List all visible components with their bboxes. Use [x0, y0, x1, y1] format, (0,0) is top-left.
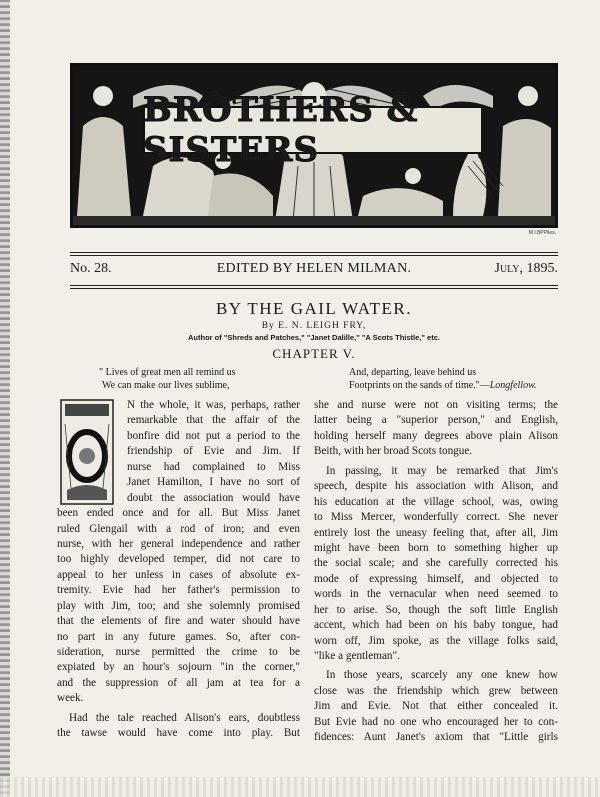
header-rule-top	[70, 252, 558, 253]
text-line: holding herself many degrees above plain Alison	[314, 429, 558, 442]
text-line: close was the friendship which grew between	[314, 684, 558, 697]
text-line: been ended once and for all. But Miss Janet	[57, 507, 300, 520]
right-column	[314, 398, 558, 746]
text-line: bonfire did not put a period to the	[127, 429, 300, 442]
text-line: latter being a "superior person," and English,	[314, 414, 558, 427]
text-line: But Evie had no one who encouraged her to con-	[314, 715, 558, 728]
text-line: appeal to her unless in cases of absolute ex-	[57, 568, 300, 581]
epigraph-line: And, departing, leave behind us	[349, 367, 477, 378]
text-line: ruled Glengail with a rod of iron; and even	[57, 522, 300, 535]
scan-edge	[0, 0, 10, 797]
header-rule-bottom	[70, 285, 558, 286]
author-credits: Author of "Shreds and Patches," "Janet Dalille," "A Scots Thistle," etc.	[188, 333, 440, 342]
header-rule-bottom-2	[70, 288, 558, 289]
left-column	[57, 398, 300, 742]
story-title: BY THE GAIL WATER.	[215, 299, 413, 318]
text-line: Had the tale reached Alison's ears, doubtless	[69, 711, 300, 724]
masthead-engraving	[70, 63, 558, 228]
text-line: play with Jim, too; and she solemnly promised	[57, 599, 300, 612]
issue-bar	[70, 261, 558, 281]
text-line: N the whole, it was, perhaps, rather	[127, 399, 300, 411]
epigraph-attribution: Longfellow.	[489, 380, 537, 391]
text-line: Jim and Evie. Not that either concealed it.	[314, 700, 558, 713]
text-line: Beith, with her broad Scots tongue.	[314, 445, 473, 458]
editor-line: EDITED BY HELEN MILMAN.	[216, 261, 412, 276]
engraver-mark: M.I.BPPiles.	[528, 230, 556, 236]
text-line: tremity. Evie had her father's permission to	[57, 584, 300, 597]
scan-noise	[0, 777, 600, 797]
text-line: sideration, nurse permitted the crime to be	[57, 646, 300, 658]
text-line: accent, which had been on his baby tongue, had	[314, 619, 558, 632]
text-line: doubt the association would have	[127, 491, 300, 504]
text-line: and the suppression of all jam at tea for a	[57, 676, 300, 689]
text-line: that the elements of fire and water should have	[57, 615, 300, 628]
epigraph-right	[349, 366, 559, 392]
text-line: entirely lost the uneasy feeling that, after all, Jim	[314, 526, 558, 539]
header-rule-top-2	[70, 255, 558, 256]
issue-date: July, 1895.	[494, 261, 558, 276]
text-line: her to arise. So, though the soft little English	[314, 603, 558, 616]
epigraph-line: Footprints on the sands of time."—	[349, 380, 490, 391]
text-line: might have been born to something higher up	[314, 541, 558, 554]
masthead-title-banner	[143, 90, 483, 170]
text-line: Janet Hamilton, I have no sort of	[127, 476, 300, 489]
text-line: the social scale; and she carefully corrected his	[314, 557, 558, 570]
epigraph-line: " Lives of great men all remind us	[99, 367, 236, 378]
issue-number: No. 28.	[70, 261, 112, 276]
text-line: the tawse would have come into play. But	[57, 727, 300, 740]
text-line: his education at the village school, was, owing	[314, 495, 558, 508]
text-line: too highly developed temper, did not care to	[57, 553, 300, 566]
text-line: mode of expressing himself, and objected to	[314, 572, 558, 585]
text-line: speech, despite his association with Alison, and	[314, 480, 558, 493]
text-line: words in the vernacular when need seemed to	[314, 588, 558, 601]
text-line: fidences: Aunt Janet's axiom that "Little girls	[314, 731, 558, 744]
text-line: In those years, scarcely any one knew how	[326, 669, 558, 682]
text-line: nurse had complained to Miss	[127, 460, 300, 473]
epigraph-left	[99, 366, 329, 392]
epigraph-line: We can make our lives sublime,	[102, 380, 230, 391]
text-line: friendship of Evie and Jim. If	[127, 445, 300, 458]
text-line: she and nurse were not on visiting terms; the	[314, 399, 558, 411]
text-line: no part in any future games. So, after con-	[57, 630, 300, 643]
text-line: expiated by an hour's sojourn "in the corner,"	[57, 661, 300, 674]
chapter-heading: CHAPTER V.	[272, 346, 356, 361]
text-line: In passing, it may be remarked that Jim's	[326, 464, 558, 477]
text-line: worn off, Jim spoke, as the village folks said,	[314, 634, 558, 647]
text-line: nurse, with her general independence and rather	[57, 537, 300, 550]
text-line: remarkable that the affair of the	[127, 414, 300, 427]
text-line: "like a gentleman".	[314, 650, 400, 662]
masthead-title: BROTHERS & SISTERS	[143, 90, 419, 170]
story-byline: By E. N. LEIGH FRY,	[261, 321, 367, 331]
text-line: week.	[57, 692, 84, 705]
text-line: to Miss Mercer, wonderfully correct. She never	[314, 511, 558, 524]
epigraph-line-with-attribution	[349, 379, 559, 392]
